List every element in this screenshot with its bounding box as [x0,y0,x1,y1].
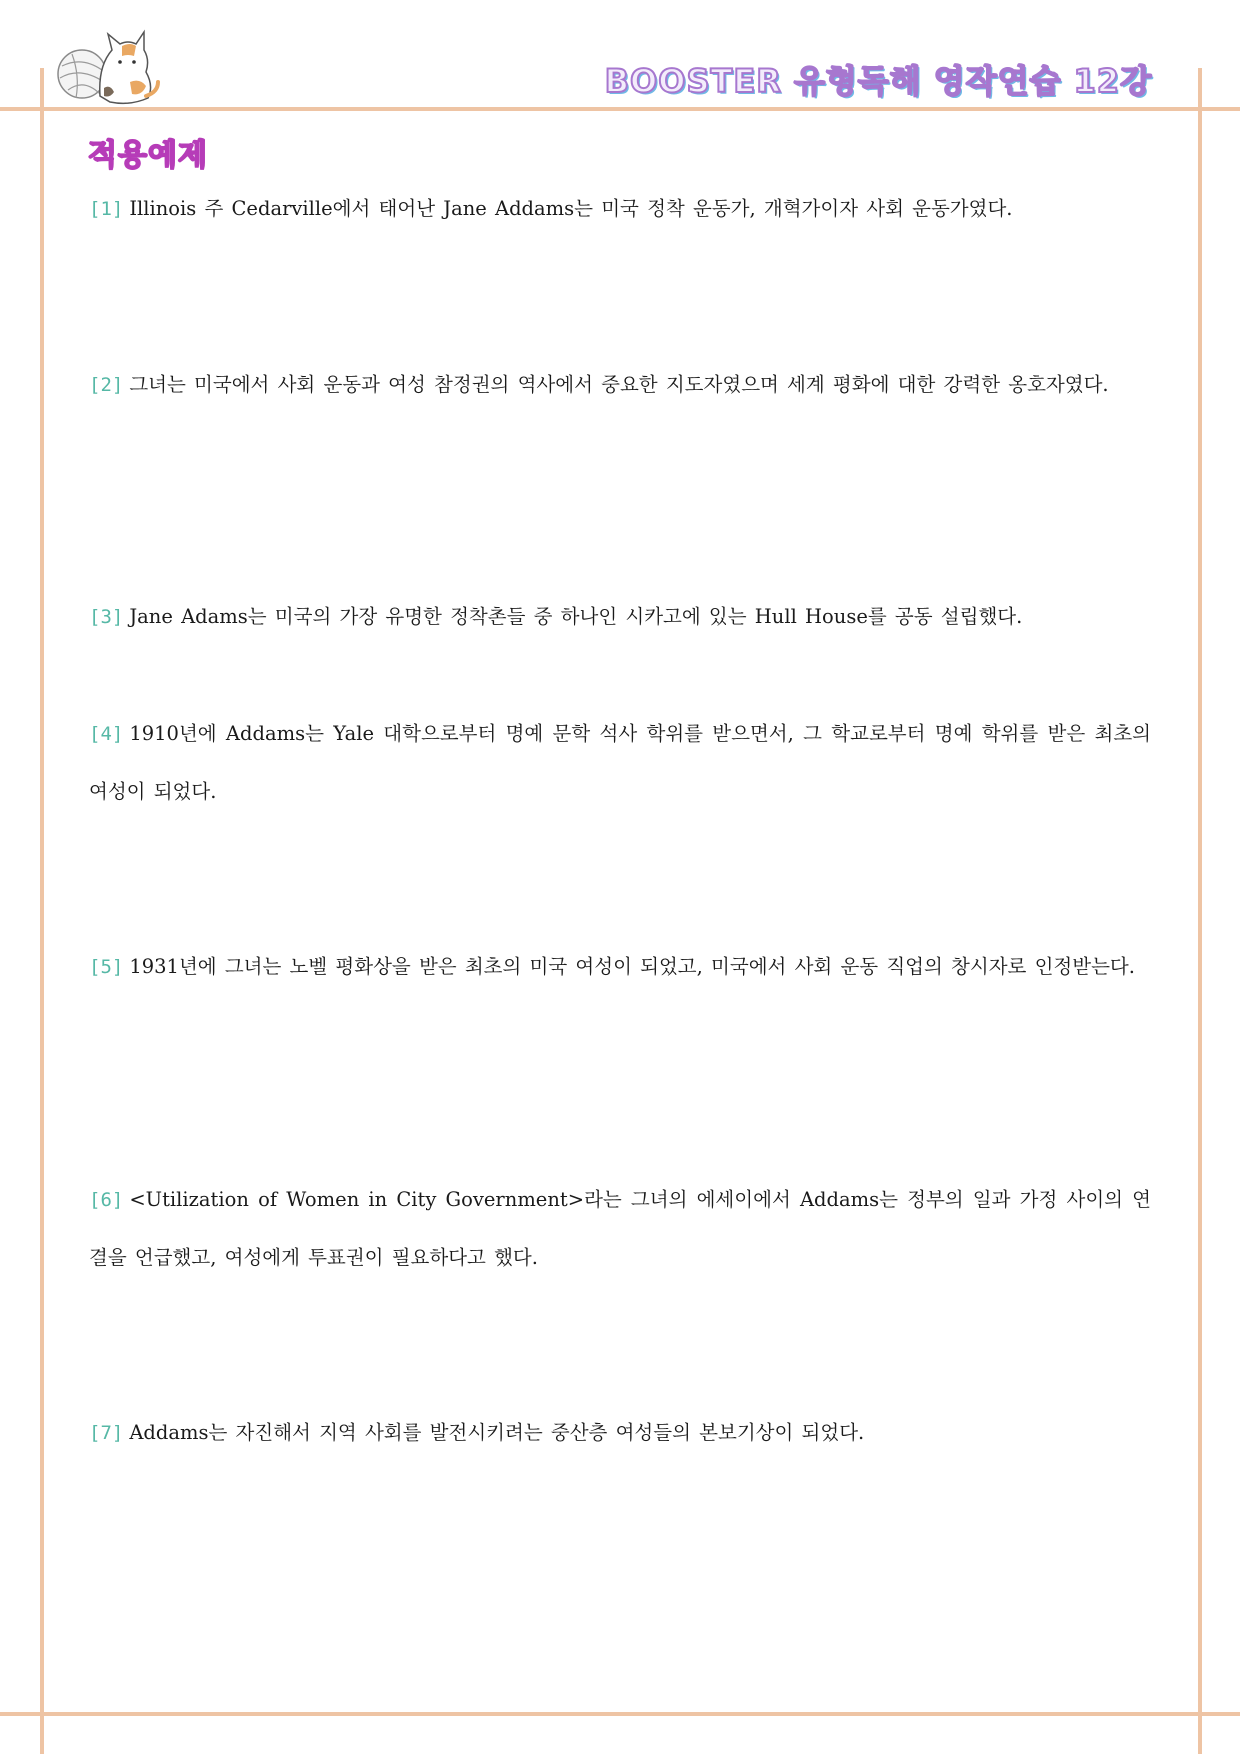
sentence-number: [3] [89,606,124,628]
sentence-text: Addams는 자진해서 지역 사회를 발전시키려는 중산층 여성들의 본보기상이 되었다. [129,1421,865,1444]
sentence-number: [7] [89,1422,124,1444]
sentence-4 [89,705,1151,821]
sentence-number: [5] [89,956,124,978]
sentence-text: 1910년에 Addams는 Yale 대학으로부터 명예 문학 석사 학위를 받으면서, 그 학교로부터 명예 학위를 받은 최초의 여성이 되었다. [89,722,1151,803]
sentence-6 [89,1171,1151,1287]
frame-left-border [40,68,44,1754]
sentence-1 [89,180,1151,238]
sentence-number: [1] [89,198,124,220]
sentence-5 [89,938,1151,996]
sentence-2 [89,356,1151,414]
frame-top-border [0,107,1240,111]
cat-with-yarn-icon [50,26,160,108]
sentence-text: Illinois 주 Cedarville에서 태어난 Jane Addams는 미국 정착 운동가, 개혁가이자 사회 운동가였다. [129,197,1013,220]
sentence-number: [2] [89,374,124,396]
sentence-number: [4] [89,723,124,745]
sentence-text: <Utilization of Women in City Government>라는 그녀의 에세이에서 Addams는 정부의 일과 가정 사이의 연결을 언급했고, 여성에게 투표권이 필요하다고 했다. [89,1188,1151,1269]
sentence-text: 그녀는 미국에서 사회 운동과 여성 참정권의 역사에서 중요한 지도자였으며 세계 평화에 대한 강력한 옹호자였다. [129,373,1109,396]
sentence-text: Jane Adams는 미국의 가장 유명한 정착촌들 중 하나인 시카고에 있는 Hull House를 공동 설립했다. [129,605,1023,628]
sentence-3 [89,588,1151,646]
sentence-text: 1931년에 그녀는 노벨 평화상을 받은 최초의 미국 여성이 되었고, 미국에서 사회 운동 직업의 창시자로 인정받는다. [129,955,1135,978]
sentence-7 [89,1404,1151,1462]
sentence-number: [6] [89,1189,124,1211]
section-title: 적용예제 [88,138,208,173]
frame-right-border [1198,68,1202,1754]
header-title: BOOSTER 유형독해 영작연습 12강 [604,62,1152,100]
frame-bottom-border [0,1712,1240,1716]
